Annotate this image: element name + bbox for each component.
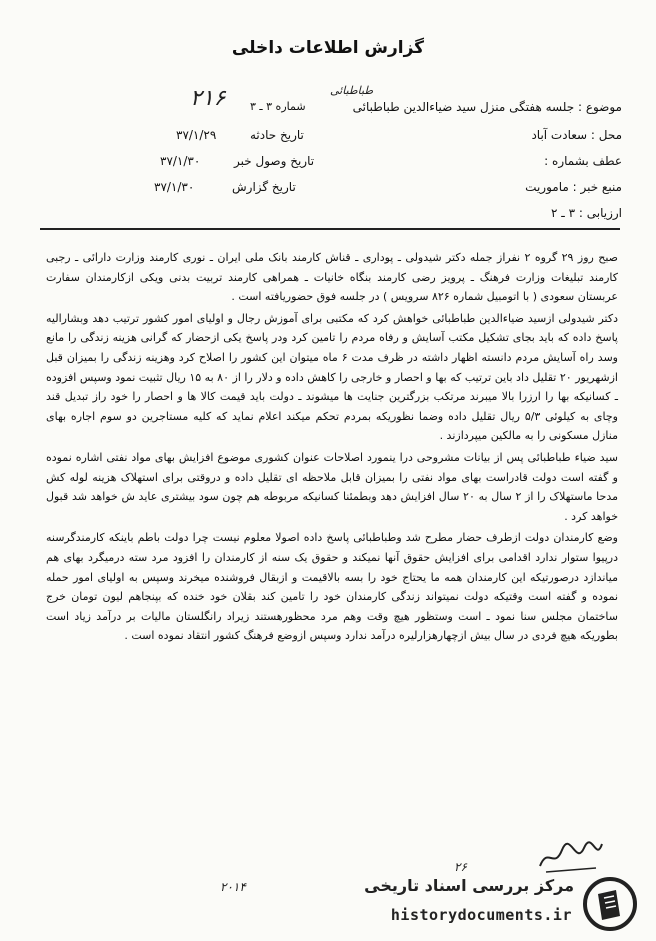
handwritten-name: طباطبائی <box>330 84 374 97</box>
place-field: محل : سعادت آباد <box>531 128 622 142</box>
watermark-url: historydocuments.ir <box>390 906 572 924</box>
page-mark: ۲۰۱۴ <box>220 880 246 894</box>
body-paragraph-3: سید ضیاء طباطبائی پس از بیانات مشروحی درا ینمورد اصلاحات عنوان کشوری موضوع افزایش بهای مواد نفتی اشاره نموده و گفته است دولت قادراست بهای مواد نفتی را بمیزان قابل ملاحظه ای تقلیل داده و دروقتی برای استهلاک هزینه لوله کش مدحا ماستهلاک را از ۲ سال به ۲۰ سال افزایش دهد وبطمئنا کسانیکه مربوطه هم چون سود بیشتری عاید ش خواهد شد قبول خواهد کرد . <box>46 450 618 523</box>
event-date-label: تاریخ حادثه <box>250 128 304 142</box>
handwritten-note: ۲۶ <box>454 860 467 874</box>
number-label: شماره ۳ ـ ۳ <box>250 100 306 113</box>
body-paragraph-2: دکتر شیدولی ازسید ضیاءالدین طباطبائی خواهش کرد که مکتبی برای آموزش رجال و اولیای امور کشور ترتیب دهد وبشارالیه پاسخ داده که باید بجای تشکیل مکتب آسایش و رفاه مردم را تامین کرد ودر پاسخ یکی ازحضار که گرانی هزینه زندگی را مانع وسد راه آسایش مردم دانسته اظهار داشته در ظرف مدت ۶ ماه میتوان این کشور را اصلاح کرد وهزینه زندگی را بمیزان قبل ازشهریور ۲۰ تقلیل داد باین ترتیب که بها و احصار و خارجی را کاهش داده و دلار را از ۸۰ به ۱۵ ریال تثبیت نمود وسپس افزوده ـ کسانیکه بها را ارزرا بالا میبرند مرتکب بزرگترین جنایت ها میشوند ـ دولت باید قیمت کالا ها و احصار را خود راز تبدیل قند وچای به کیلوئی ۵/۳ ریال تقلیل داده وضما نظوریکه بمردم تحکم میکند اعلام نماید که کلیه مستاجرین دو سوم اجاره بهای منازل مسکونی را به مالکین میپردازند . <box>46 311 618 443</box>
body-paragraph-1: صبح روز ۲۹ گروه ۲ نفراز جمله دکتر شیدولی ـ پوداری ـ قناش کارمند بانک ملی ایران ـ نوری کارمند وزارت دارائی ـ رجبی کارمند تبلیغات وزارت فرهنگ ـ پرویز رضی کارمند بنگاه خانیات ـ همراهی کارمند تربیت بدنی ویکی ازکارمندان سفارت عربستان سعودی ( با اتومبیل شماره ۸۲۶ سرویس ) در جلسه فوق حضوریافته است . <box>46 251 618 304</box>
subject-line: موضوع : جلسه هفتگی منزل سید ضیاءالدین طباطبائی <box>352 100 622 114</box>
report-body <box>46 248 618 648</box>
event-date-value: ۳۷/۱/۲۹ <box>176 128 217 142</box>
report-date-value: ۳۷/۱/۳۰ <box>154 180 195 194</box>
source-field: منبع خبر : ماموریت <box>525 180 622 194</box>
watermark-org-name: مرکز بررسی اسناد تاریخی <box>364 876 574 895</box>
receipt-date-value: ۳۷/۱/۳۰ <box>160 154 201 168</box>
handwritten-report-number: ۲۱۶ <box>190 86 226 111</box>
report-date-label: تاریخ گزارش <box>232 180 296 194</box>
attachment-field: عطف بشماره : <box>544 154 622 168</box>
evaluation-field: ارزیابی : ۳ ـ ۲ <box>551 206 622 220</box>
receipt-date-label: تاریخ وصول خبر <box>234 154 315 168</box>
report-title: گزارش اطلاعات داخلی <box>231 38 425 58</box>
body-paragraph-4: وضع کارمندان دولت ازطرف حضار مطرح شد وطباطبائی پاسخ داده اصولا معلوم نیست چرا دولت باطم باینکه کارمندگرسنه درپیوا ستوار ندارد اقدامی برای افزایش حقوق آنها نمیکند و حقوق یک سنه از کارمندان را افزود مرد سته درمیگرد بهای هم میاندازد درصورتیکه این کارمندان همه ما یحتاج خود را بسه بالاقیمت و ازبقال فروشنده میخرند وسپس به اولیای امور حمله نموده و گفته است وقتیکه دولت نمیتواند زندگی کارمندان خود را تامین کند بقلان خود خنده که بپنجاهم لیون تومان خرج ساختمان مجلس سنا نمود ـ است وستظور هیچ وقت وهم مرد محظورهستند زیراد رانگلستان مالیات بر درآمد زیاد است بطوریکه هیچ فردی در سال بیش ازچهارهزارلیره درآمد ندارد وسپس ازوضع فرهنگ کشور انتقاد نموده است . <box>46 531 618 643</box>
handwritten-signature <box>536 836 606 876</box>
archive-watermark <box>360 872 644 934</box>
document-archive-logo-icon <box>582 876 638 932</box>
header-divider <box>40 228 620 230</box>
